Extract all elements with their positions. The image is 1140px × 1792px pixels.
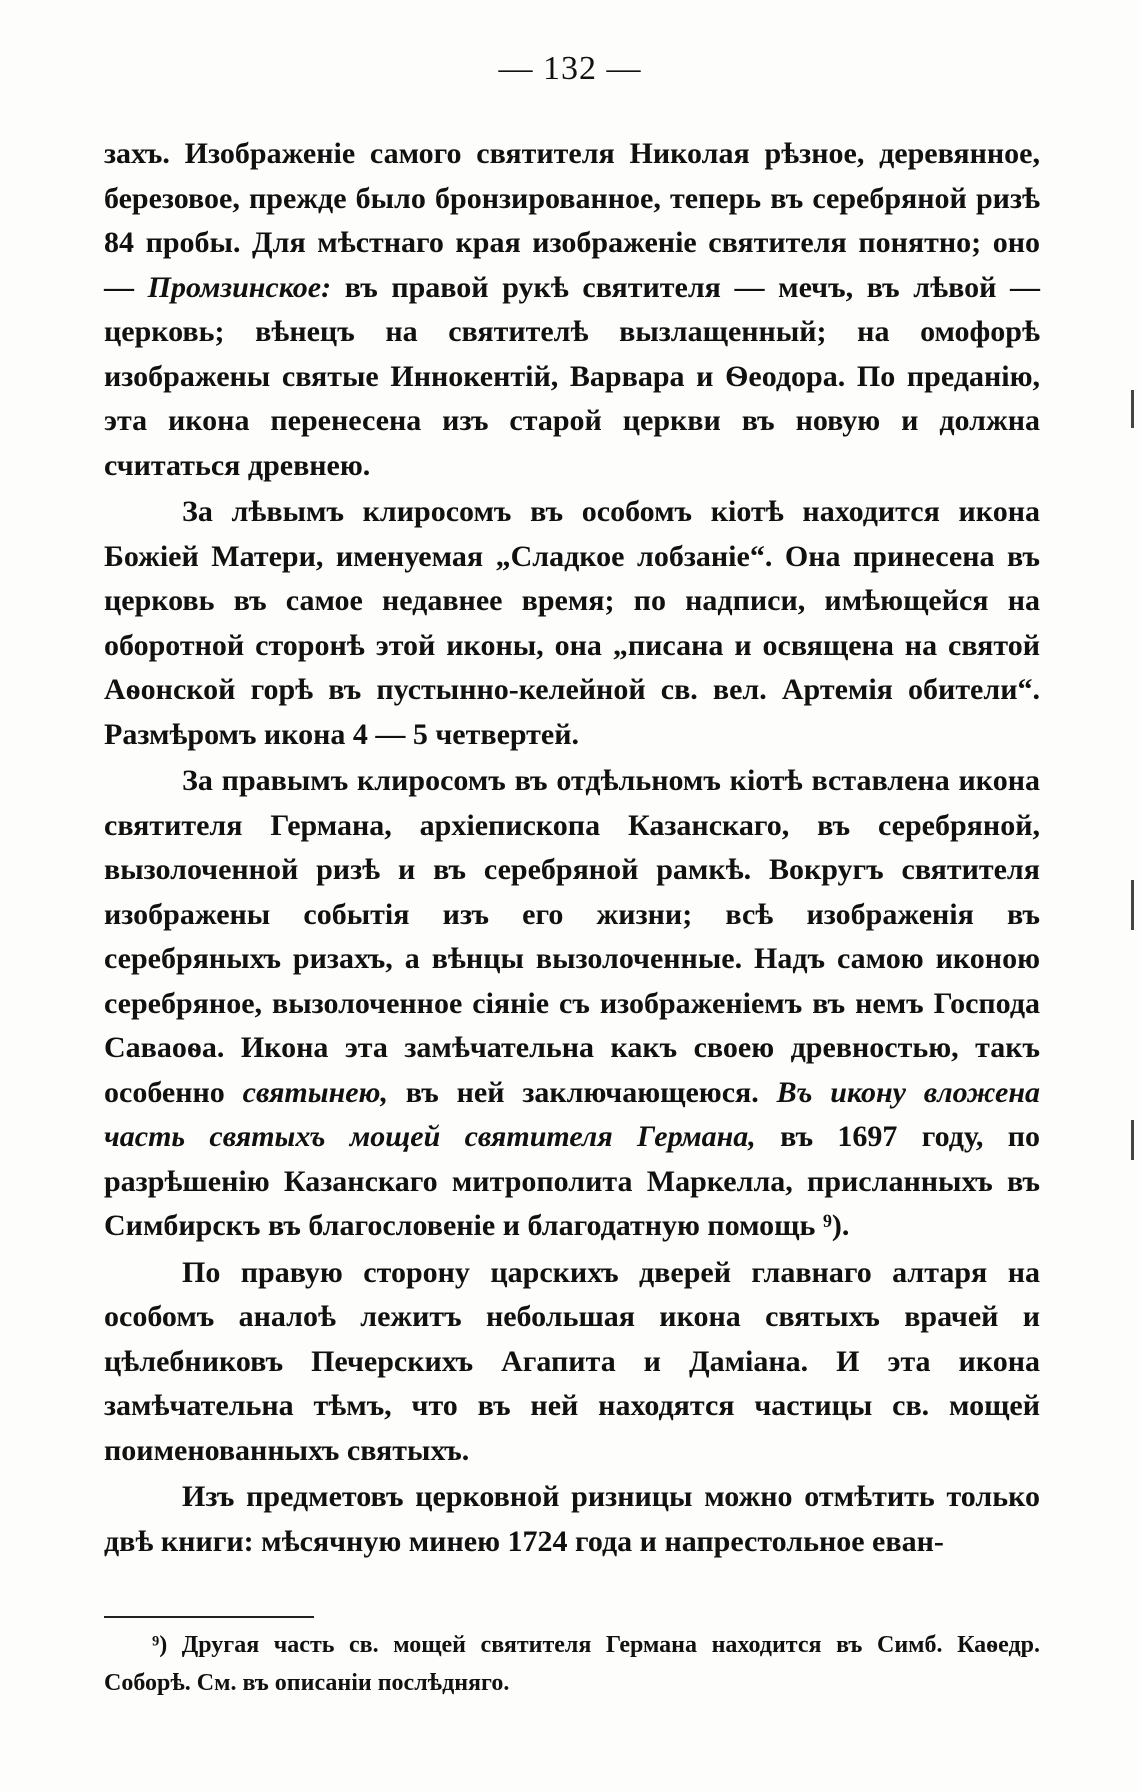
paragraph-1: [104, 132, 1040, 488]
paragraph-5: [104, 1475, 1040, 1564]
italic-run: святынею,: [242, 1075, 388, 1109]
paragraph-3: [104, 759, 1040, 1249]
paragraph-4: [104, 1251, 1040, 1474]
main-text: [104, 132, 1040, 1564]
scan-edge-mark: [1131, 880, 1134, 930]
paragraph-2: [104, 490, 1040, 757]
text-run: За правымъ клиросомъ въ отдѣльномъ кіотѣ вставлена икона святителя Германа, архіепископа Казанскаго, въ серебряной, вызолоченной ризѣ и въ серебряной рамкѣ. Вокругъ святителя изображены событія изъ его жизни; всѣ изображенія въ серебряныхъ ризахъ, а вѣнцы вызолоченные. Надъ самою иконою серебряное, вызолоченное сіяніе съ изображеніемъ въ немъ Господа Саваоѳа. Икона эта замѣчательна какъ своею древностью, такъ особенно: [104, 764, 1040, 1109]
scan-edge-mark: [1131, 1120, 1134, 1160]
scan-edge-mark: [1131, 390, 1134, 428]
text-run: По правую сторону царскихъ дверей главнаго алтаря на особомъ аналоѣ лежитъ небольшая икона святыхъ врачей и цѣлебниковъ Печерскихъ Агапита и Даміана. И эта икона замѣчательна тѣмъ, что въ ней находятся частицы св. мощей поименованныхъ святыхъ.: [104, 1255, 1040, 1467]
footnote-divider: [104, 1616, 314, 1618]
text-run: въ 1697 году, по разрѣшенію Казанскаго митрополита Маркелла, присланныхъ въ Симбирскъ въ благословеніе и благодатную помощь ⁹).: [104, 1120, 1040, 1242]
text-run: За лѣвымъ клиросомъ въ особомъ кіотѣ находится икона Божіей Матери, именуемая „Сладкое лобзаніе“. Она принесена въ церковь въ самое недавнее время; по надписи, имѣющейся на оборотной сторонѣ этой иконы, она „писана и освящена на святой Аѳонской горѣ въ пустынно-келейной св. вел. Артемія обители“. Размѣромъ икона 4 — 5 четвертей.: [104, 495, 1040, 751]
text-run: Изъ предметовъ церковной ризницы можно отмѣтить только двѣ книги: мѣсячную минею 1724 года и напрестольное еван-: [104, 1480, 1040, 1558]
footnote: ⁹) Другая часть св. мощей святителя Германа находится въ Симб. Каѳедр. Соборѣ. См. въ описаніи послѣдняго.: [104, 1632, 1040, 1696]
page-number: — 132 —: [498, 50, 642, 87]
italic-run: Въ икону вложена часть святыхъ мощей святителя Германа,: [104, 1075, 1040, 1153]
text-run: захъ. Изображеніе самого святителя Николая рѣзное, деревянное, березовое, прежде было бронзированное, теперь въ серебряной ризѣ 84 пробы. Для мѣстнаго края изображеніе святителя понятно; оно —: [104, 137, 1040, 304]
italic-run: Промзинское:: [147, 270, 332, 304]
text-run: въ правой рукѣ святителя — мечъ, въ лѣвой — церковь; вѣнецъ на святителѣ вызлащенный; на омофорѣ изображены святые Иннокентій, Варвара и Ѳеодора. По преданію, эта икона перенесена изъ старой церкви въ новую и должна считаться древнею.: [104, 270, 1041, 482]
text-run: въ ней заключающеюся.: [387, 1075, 777, 1109]
